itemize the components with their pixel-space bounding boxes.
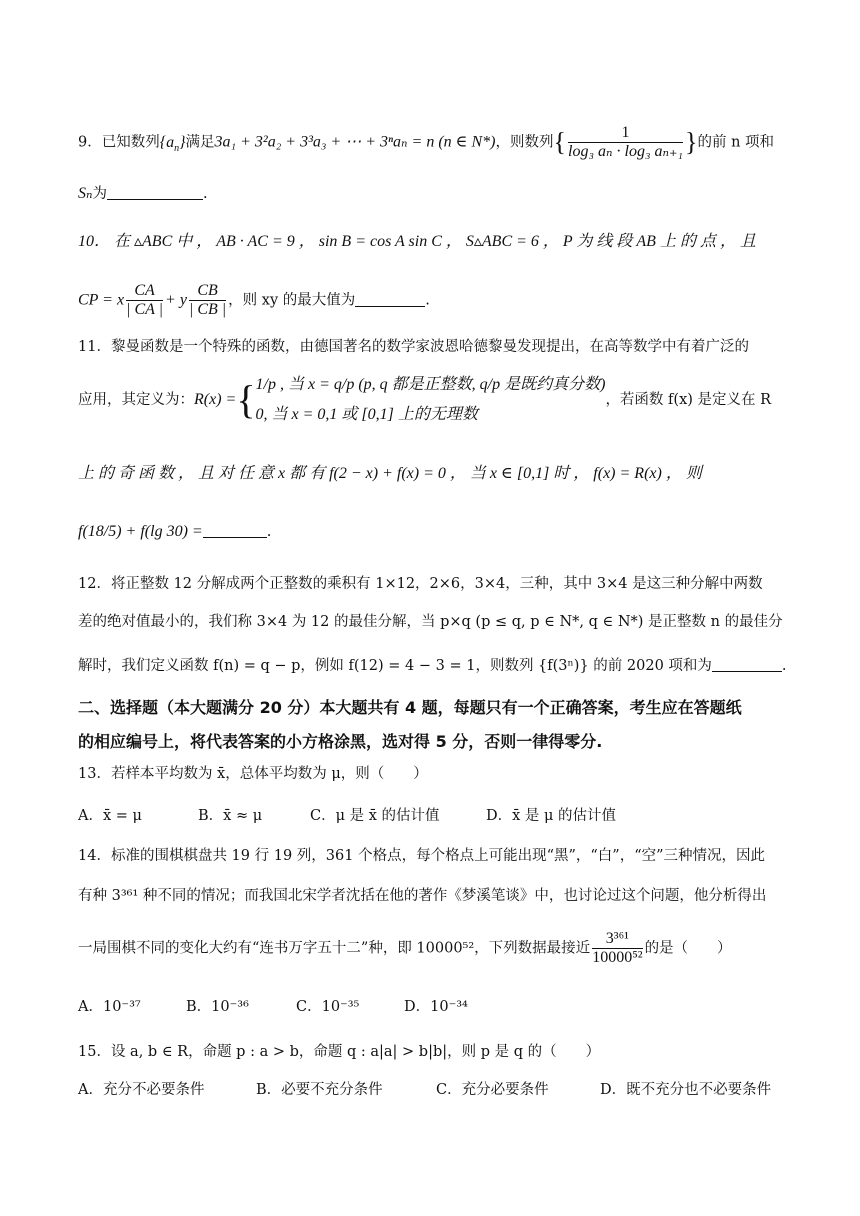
section-2-heading-line-1: 二、选择题（本大题满分 20 分）本大题共有 4 题，每题只有一个正确答案，考生应在答题纸 [78,698,742,717]
option-15-d[interactable]: D．既不充分也不必要条件 [600,1082,772,1098]
option-13-b[interactable]: B．x̄ ≈ μ [198,808,263,824]
question-9-line-1: 9．已知数列$\{a_n\}$满足3a₁ + 3²a₂ + 3³a₃ + ⋯ + 3ⁿaₙ = n (n ∈ N*)，则数列{ $\frac{1}{\text{log₃ aₙ · log₃ aₙ₊₁}}$ }的前 n 项和 [78,124,775,160]
option-13-c[interactable]: C．μ 是 x̄ 的估计值 [310,808,440,824]
sequence-an: $\{a_n\}$ [159,133,186,154]
option-15-a[interactable]: A．充分不必要条件 [78,1082,205,1098]
question-10-line-2: CP = x $\frac{CA}{| CA |}$ + y $\frac{CB}{| CB |}$ ，则 xy 的最大值为 . [78,282,430,318]
question-9-formula: 3a₁ + 3²a₂ + 3³a₃ + ⋯ + 3ⁿaₙ = n (n ∈ N*) [214,133,496,151]
question-14-options [78,997,784,1017]
option-14-c[interactable]: C．10⁻³⁵ [296,999,360,1015]
answer-blank-9[interactable] [107,185,203,200]
option-14-a[interactable]: A．10⁻³⁷ [78,999,141,1015]
answer-blank-12[interactable] [712,657,782,672]
question-9-fraction: $\frac{1}{\text{log₃ aₙ · log₃ aₙ₊₁}}$ [568,124,683,160]
question-11-definition: 应用，其定义为：R(x) ={ 1/p , 当 x = q/p (p, q 都是正整数, q/p 是既约真分数) 0, 当 x = 0,1 或 [0,1] 上的无理数 ，若函数 f(x) 是定义在 R [78,376,772,423]
option-15-c[interactable]: C．充分必要条件 [436,1082,549,1098]
question-12-line-3: 解时，我们定义函数 f(n) = q − p，例如 f(12) = 4 − 3 = 1，则数列 {f(3ⁿ)} 的前 2020 项和为 . [78,658,787,674]
option-15-b[interactable]: B．必要不充分条件 [256,1082,383,1098]
option-14-d[interactable]: D．10⁻³⁴ [404,999,468,1015]
question-14-line-3: 一局围棋不同的变化大约有“连书万字五十二”种，即 10000⁵²，下列数据最接近 $\frac{\text{3³⁶¹}}{\text{10000⁵²}}$ 的是（ ） [78,930,732,966]
question-11-line-4: f(18/5) + f(lg 30) = . [78,523,272,540]
question-12-line-1: 12．将正整数 12 分解成两个正整数的乘积有 1×12，2×6，3×4，三种，其中 3×4 是这三种分解中两数 [78,576,763,592]
question-14-line-2: 有种 3³⁶¹ 种不同的情况；而我国北宋学者沈括在他的著作《梦溪笔谈》中，也讨论过这个问题，他分析得出 [78,888,767,904]
option-13-a[interactable]: A．x̄ = μ [78,808,142,824]
question-15-stem: 15．设 a, b ∈ R，命题 p : a > b，命题 q : a|a| > b|b|，则 p 是 q 的（ ） [78,1044,601,1060]
question-14-line-1: 14．标准的围棋棋盘共 19 行 19 列，361 个格点，每个格点上可能出现“黑”，“白”，“空”三种情况，因此 [78,848,766,864]
question-9-number: 9． [78,134,102,151]
question-11-line-3: 上 的 奇 函 数 ， 且 对 任 意 x 都 有 f(2 − x) + f(x) = 0 ， 当 x ∈ [0,1] 时 ， f(x) = R(x) ， 则 [78,465,702,482]
answer-blank-11[interactable] [203,523,267,538]
option-13-d[interactable]: D．x̄ 是 μ 的估计值 [486,808,617,824]
question-12-line-2: 差的绝对值最小的，我们称 3×4 为 12 的最佳分解，当 p×q (p ≤ q, p ∈ N*, q ∈ N*) 是正整数 n 的最佳分 [78,614,783,630]
question-13-options [78,806,784,826]
question-11-line-1: 11．黎曼函数是一个特殊的函数，由德国著名的数学家波恩哈德黎曼发现提出，在高等数学中有着广泛的 [78,339,749,355]
answer-blank-10[interactable] [355,292,425,307]
question-10-line-1: 10． 在 ▵ABC 中 ， AB · AC = 9 ， sin B = cos A sin C ， S▵ABC = 6 ， P 为 线 段 AB 上 的 点 ， 且 [78,233,756,250]
section-2-heading-line-2: 的相应编号上，将代表答案的小方格涂黑，选对得 5 分，否则一律得零分. [78,732,603,751]
option-14-b[interactable]: B．10⁻³⁶ [186,999,249,1015]
question-13-stem: 13．若样本平均数为 x̄，总体平均数为 μ，则（ ） [78,766,428,782]
question-14-fraction: $\frac{\text{3³⁶¹}}{\text{10000⁵²}}$ [592,930,643,966]
question-15-options [78,1080,784,1100]
question-9-line-2: Sₙ为 . [78,185,208,202]
